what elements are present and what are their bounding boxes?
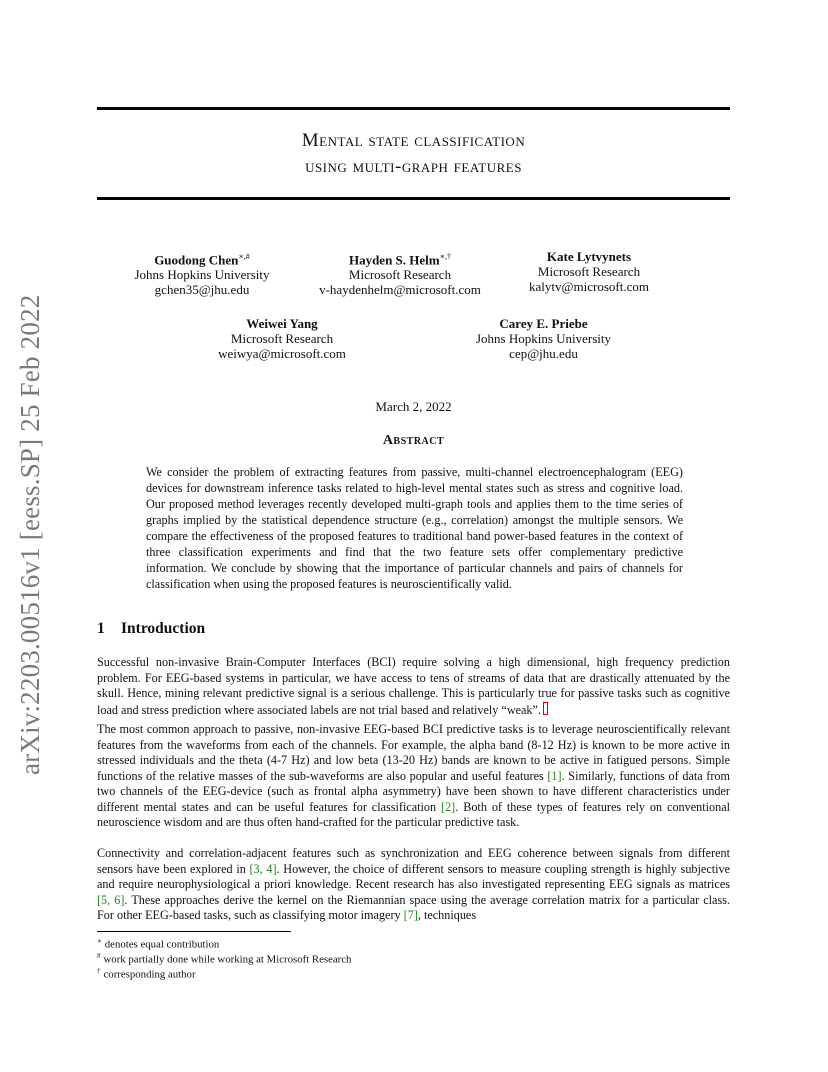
author-affiliation: Microsoft Research <box>537 264 641 279</box>
author-email[interactable]: kalytv@microsoft.com <box>529 279 649 294</box>
citation-link[interactable]: [7] <box>403 908 418 922</box>
title-rule-top <box>97 107 730 110</box>
paragraph-text: Successful non-invasive Brain-Computer Interfaces (BCI) require solving a high dimensional, high frequency prediction problem. For EEG-based systems in particular, we have access to tens of streams of data that are drastically attenuated by the skull. Hence, mining relevant predictive signal is a serious challenge. This is particularly true for passive tasks such as cognitive load and stress prediction where associated labels are not trial based and relatively “weak”. <box>97 655 730 717</box>
paragraph-2 <box>97 722 730 831</box>
author-name: Kate Lytvynets <box>546 249 632 264</box>
author-name: Guodong Chen <box>154 252 239 268</box>
author-email[interactable]: weiwya@microsoft.com <box>218 346 346 361</box>
author-affiliation: Microsoft Research <box>348 267 452 283</box>
paper-date: March 2, 2022 <box>375 399 452 414</box>
citation-link[interactable]: [5, 6] <box>97 892 125 907</box>
title-line-2: using multi-graph features <box>305 156 522 177</box>
author-affiliation: Microsoft Research <box>230 331 334 346</box>
author-affiliation: Johns Hopkins University <box>475 331 612 346</box>
section-heading <box>97 620 205 638</box>
author-email[interactable]: gchen35@jhu.edu <box>154 282 250 298</box>
author-block <box>509 249 669 294</box>
footnote <box>97 964 196 982</box>
paragraph-1 <box>97 655 730 718</box>
author-marks: ∗,† <box>439 252 452 261</box>
title-rule-bottom <box>97 197 730 200</box>
paragraph-text: . Both of these types of features rely on conventional neuroscience wisdom and are thus often hand-crafted for the particular predictive task. <box>97 799 730 829</box>
author-block <box>300 249 500 297</box>
abstract-text: We consider the problem of extracting features from passive, multi-channel electroencephalogram (EEG) devices for downstream inference tasks related to high-level mental states such as stress and cognitive load. Our proposed method leverages recently developed multi-graph tools and applies them to the time series of graphs implied by the statistical dependence structure (e.g., correlation) amongst the multiple sensors. We compare the effectiveness of the proposed features to traditional band power-based features in the context of three classification experiments and find that the two feature sets offer complementary predictive information. We conclude by showing that the importance of particular channels and pairs of channels for classification when using the proposed features is neuroscientifically valid. <box>146 465 683 591</box>
footnote-rule <box>97 931 291 932</box>
footnote-mark: ∗ <box>97 937 102 945</box>
citation-link[interactable]: [3, 4] <box>249 861 277 876</box>
footnote-text: corresponding author <box>103 968 196 981</box>
author-email[interactable]: cep@jhu.edu <box>509 346 578 361</box>
paragraph-text: . These approaches derive the kernel on the Riemannian space using the average correlation matrix for a particular class. For other EEG-based tasks, such as classifying motor imagery <box>97 892 730 922</box>
footnote-mark: # <box>97 952 101 960</box>
paper-title <box>97 128 730 180</box>
section-title: Introduction <box>121 620 206 637</box>
citation-link-box[interactable] <box>543 702 548 715</box>
author-name: Carey E. Priebe <box>499 316 588 331</box>
author-name: Weiwei Yang <box>246 316 318 331</box>
author-block <box>112 249 292 297</box>
author-block <box>197 316 367 361</box>
paragraph-text: Connectivity and correlation-adjacent features such as synchronization and EEG coherence between signals from different sensors have been explored in <box>97 846 730 876</box>
arxiv-side-stamp: arXiv:2203.00516v1 [eess.SP] 25 Feb 2022 <box>15 294 45 775</box>
footnote-text: work partially done while working at Microsoft Research <box>103 953 352 966</box>
citation-link[interactable]: [1] <box>547 768 562 783</box>
author-email[interactable]: v-haydenhelm@microsoft.com <box>319 282 481 298</box>
paragraph-text: , techniques <box>417 908 477 922</box>
section-number: 1 <box>97 620 105 637</box>
title-line-1: Mental state classification <box>301 130 526 151</box>
footnote-text: denotes equal contribution <box>104 938 220 951</box>
author-affiliation: Johns Hopkins University <box>134 267 270 283</box>
author-name: Hayden S. Helm <box>348 252 440 268</box>
citation-link[interactable]: [2] <box>441 799 456 814</box>
paragraph-text: . Similarly, functions of data from two channels of the EEG-device (such as frontal alpha asymmetry) have been shown to have different characteristics under different mental states and can be useful features for classification <box>97 768 730 814</box>
author-marks: ∗,# <box>238 252 250 261</box>
paragraph-3 <box>97 846 730 924</box>
paragraph-text: The most common approach to passive, non-invasive EEG-based BCI predictive tasks is to leverage neuroscientifically relevant features from the waveforms from each of the channels. For example, the alpha band (8-12 Hz) is known to be more active in stressed individuals and the theta (4-7 Hz) and low beta (13-20 Hz) bands are known to be active in fatigued persons. Simple functions of the relative masses of the sub-waveforms are also popular and useful features <box>97 722 730 783</box>
author-block <box>456 316 631 361</box>
footnote-mark: † <box>97 967 101 975</box>
paragraph-text: . However, the choice of different sensors to measure coupling strength is highly subjective and require neurophysiological a priori knowledge. Recent research has also investigated representing EEG signals as matrices <box>97 861 730 891</box>
abstract-heading: Abstract <box>382 433 445 448</box>
